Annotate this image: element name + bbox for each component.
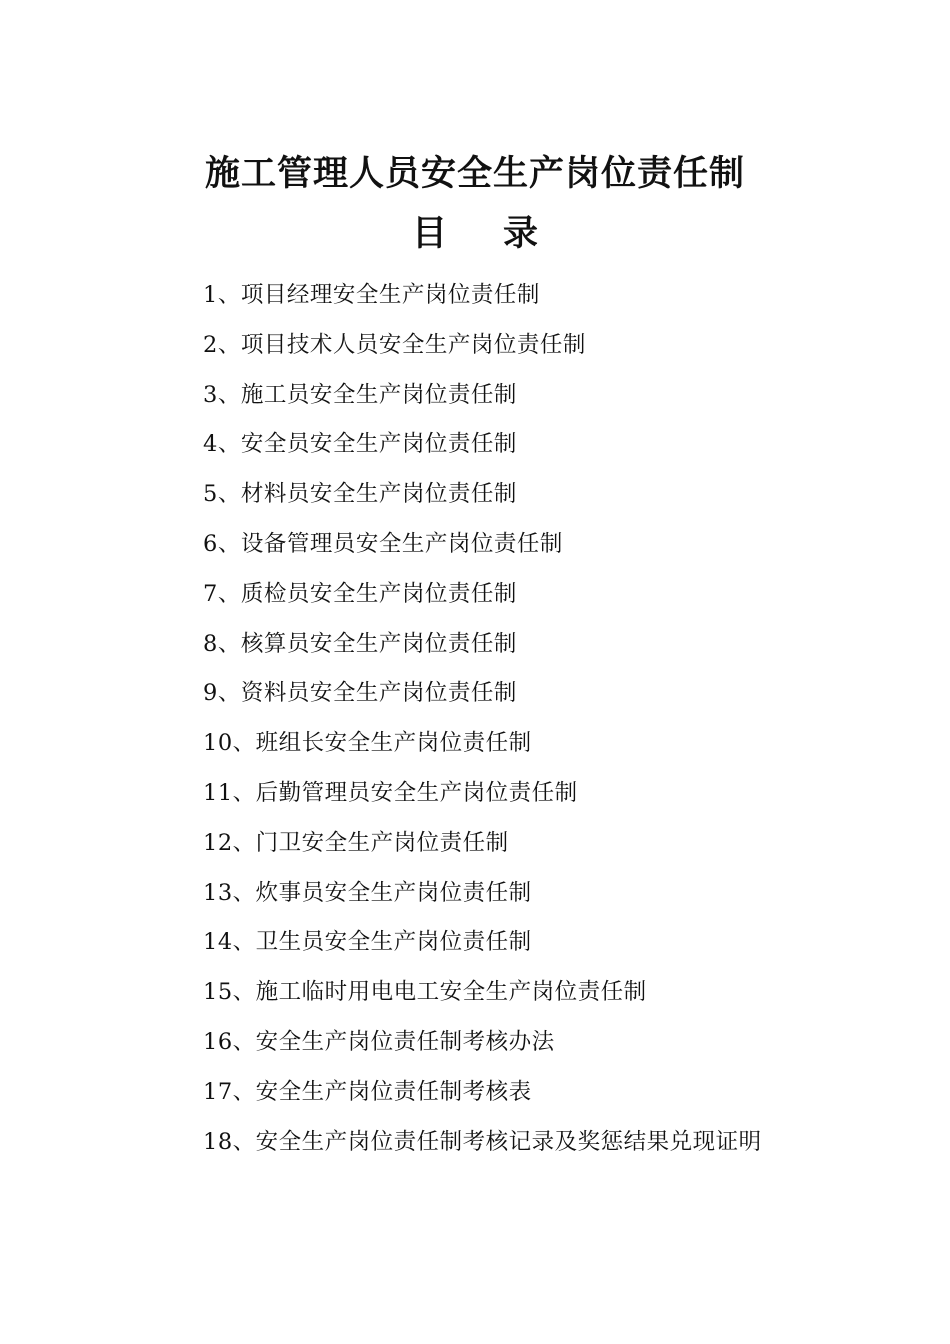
- toc-item: 2、项目技术人员安全生产岗位责任制: [203, 331, 586, 358]
- toc-item: 6、设备管理员安全生产岗位责任制: [203, 530, 563, 557]
- toc-heading-left: 目: [411, 213, 447, 254]
- toc-item: 11、后勤管理员安全生产岗位责任制: [203, 779, 578, 806]
- toc-list: [203, 275, 903, 1171]
- toc-item: 15、施工临时用电电工安全生产岗位责任制: [203, 979, 647, 1006]
- toc-heading-right: 录: [503, 213, 539, 254]
- toc-item: 17、安全生产岗位责任制考核表: [203, 1078, 532, 1105]
- toc-item: 3、施工员安全生产岗位责任制: [203, 381, 517, 408]
- toc-item: 4、安全员安全生产岗位责任制: [203, 431, 517, 458]
- toc-item: 12、门卫安全生产岗位责任制: [203, 829, 509, 856]
- toc-item: 14、卫生员安全生产岗位责任制: [203, 929, 532, 956]
- toc-item: 10、班组长安全生产岗位责任制: [203, 730, 532, 757]
- toc-heading: [0, 208, 950, 260]
- toc-item: 8、核算员安全生产岗位责任制: [203, 630, 517, 657]
- toc-item: 7、质检员安全生产岗位责任制: [203, 580, 517, 607]
- toc-item: 18、安全生产岗位责任制考核记录及奖惩结果兑现证明: [203, 1128, 762, 1155]
- toc-item: 5、材料员安全生产岗位责任制: [203, 481, 517, 508]
- toc-item: 1、项目经理安全生产岗位责任制: [203, 282, 540, 308]
- toc-item: 13、炊事员安全生产岗位责任制: [203, 879, 532, 906]
- toc-item: 9、资料员安全生产岗位责任制: [203, 680, 517, 707]
- toc-item: 16、安全生产岗位责任制考核办法: [203, 1028, 555, 1055]
- document-title: 施工管理人员安全生产岗位责任制: [204, 153, 745, 194]
